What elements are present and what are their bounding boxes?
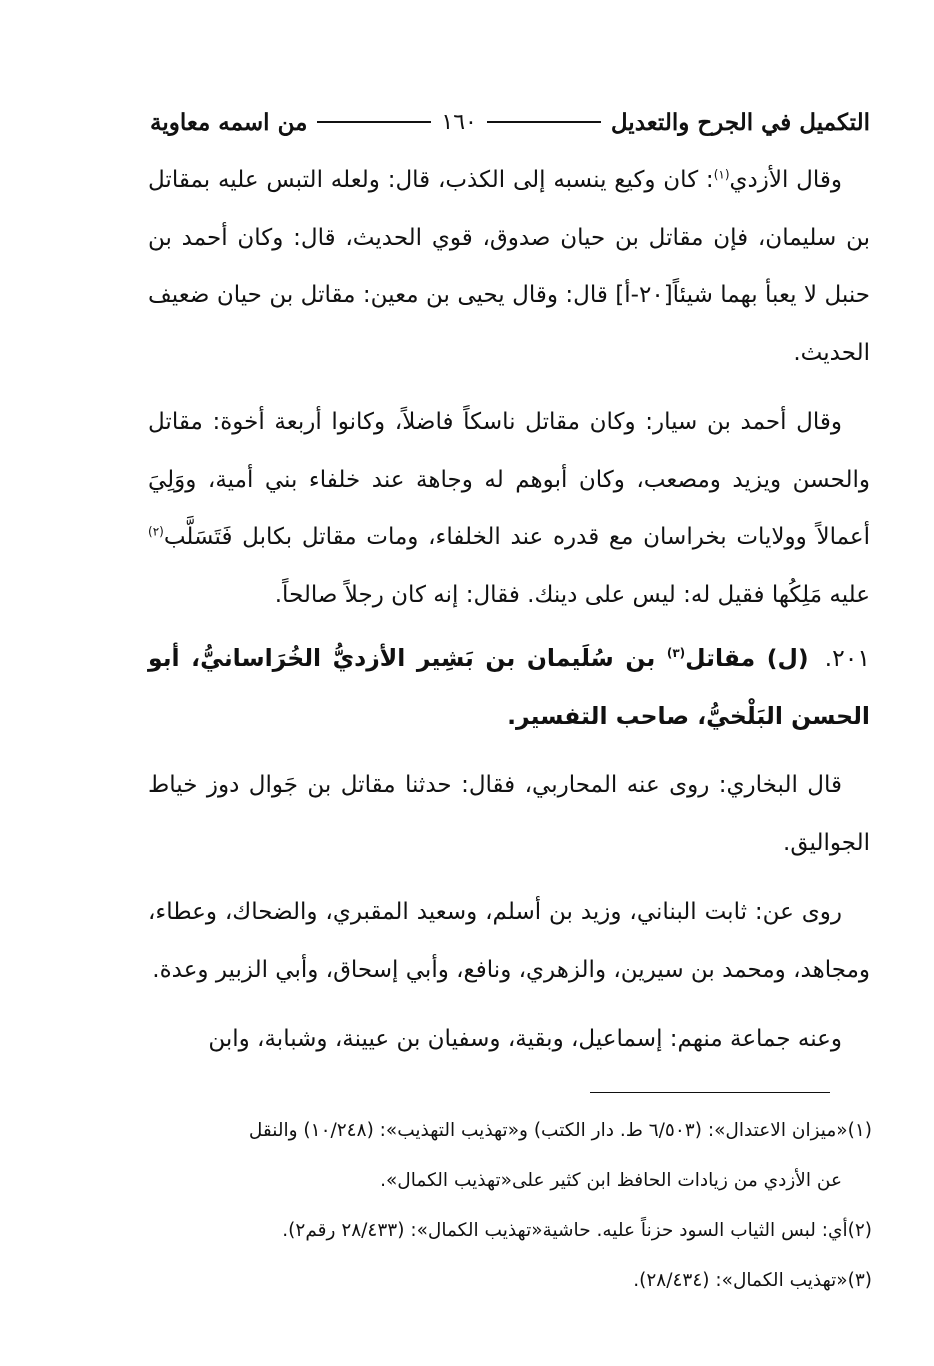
main-text	[148, 152, 870, 1069]
header-rule	[487, 121, 601, 123]
paragraph: وعنه جماعة منهم: إسماعيل، وبقية، وسفيان بن عيينة، وشبابة، وابن	[208, 1026, 842, 1052]
footnote: (١)«ميزان الاعتدال»: (٦/٥٠٣ ط. دار الكتب) و«تهذيب التهذيب»: (١٠/٢٤٨) والنقل	[248, 1120, 872, 1141]
footnotes	[132, 1106, 872, 1306]
footnote-continuation: عن الأزدي من زيادات الحافظ ابن كثير على«تهذيب الكمال».	[380, 1170, 842, 1191]
header-rule	[317, 121, 431, 123]
footnote-separator	[590, 1092, 830, 1093]
paragraph: قال البخاري: روى عنه المحاربي، فقال: حدثنا مقاتل بن جَوال دوز خياط الجواليق.	[148, 772, 870, 856]
footnote: (٣)«تهذيب الكمال»: (٢٨/٤٣٤).	[633, 1270, 872, 1291]
footnote-ref: (٢)	[148, 524, 164, 539]
paragraph: وقال أحمد بن سيار: وكان مقاتل ناسكاً فاضلاً، وكانوا أربعة أخوة: مقاتل والحسن ويزيد ومصعب، وكان أبوهم له وجاهة عند خلفاء بني أمية، ووَلِيَ أعمالاً وولايات بخراسان مع قدره عند الخلفاء، ومات مقاتل بكابل فَتَسَلَّب$^{(٢)}$ عليه مَلِكُها فقيل له: ليس على دينك. فقال: إنه كان رجلاً صالحاً.	[148, 409, 870, 608]
running-header	[150, 102, 870, 142]
page-number: ١٦٠	[441, 109, 477, 135]
biography-entry: ٢٠١.(ل) مقاتل$^{(٣)}$ بن سُلَيمان بن بَشِير الأزديُّ الخُرَاسانيُّ، أبو الحسن البَلْخيُّ، صاحب التفسير.	[148, 644, 870, 730]
book-title: التكميل في الجرح والتعديل	[610, 108, 870, 136]
footnote-ref: (٣)	[666, 646, 686, 661]
footnote: (٢)أي: لبس الثياب السود حزناً عليه. حاشية«تهذيب الكمال»: (٢٨/٤٣٣ رقم٢).	[282, 1220, 872, 1241]
footnote-ref: (١)	[713, 167, 730, 182]
paragraph: روى عن: ثابت البناني، وزيد بن أسلم، وسعيد المقبري، والضحاك، وعطاء، ومجاهد، ومحمد بن سيرين، والزهري، ونافع، وأبي إسحاق، وأبي الزبير وعدة.	[148, 899, 870, 983]
section-title: من اسمه معاوية	[150, 108, 308, 136]
paragraph: وقال الأزدي$^{(١)}$: كان وكيع ينسبه إلى الكذب، قال: ولعله التبس عليه بمقاتل بن سليمان، فإن مقاتل بن حيان صدوق، قوي الحديث، قال: وكان أحمد بن حنبل لا يعبأ بهما شيئاً[٢٠-أ] قال: وقال يحيى بن معين: مقاتل بن حيان ضعيف الحديث.	[148, 167, 871, 366]
entry-number: ٢٠١.	[824, 644, 870, 672]
